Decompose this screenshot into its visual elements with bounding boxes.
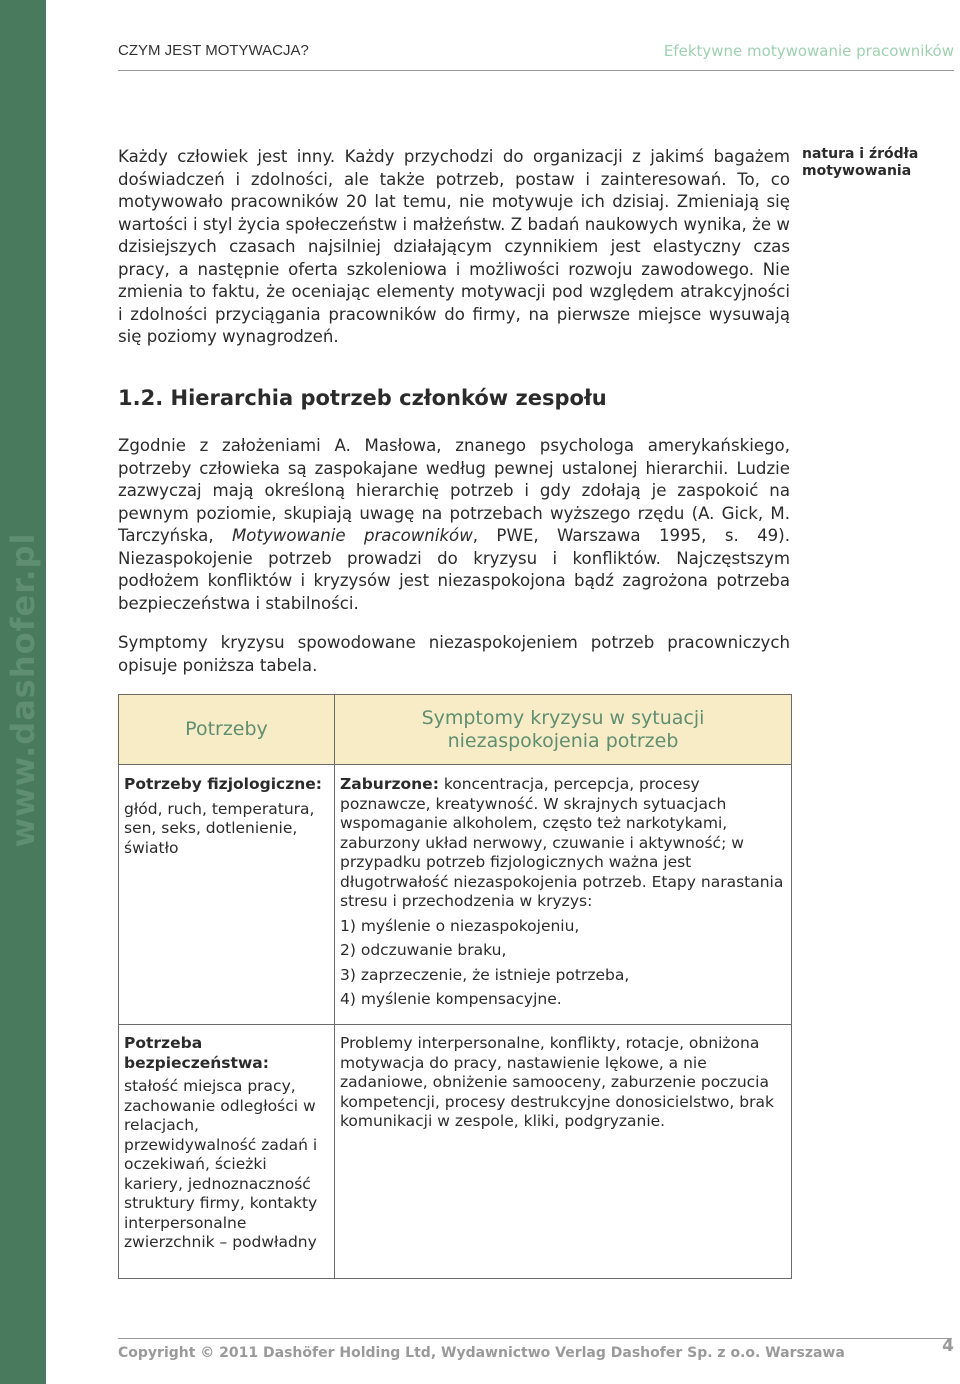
table-intro-paragraph: Symptomy kryzysu spowodowane niezaspokojeniem potrzeb pracowniczych opisuje poniższa tabela.: [118, 633, 790, 675]
list-item: 2) odczuwanie braku,: [340, 941, 507, 959]
table-header-row: [119, 695, 792, 765]
margin-note: natura i źródła motywowania: [802, 146, 919, 179]
symptoms-table: [118, 694, 792, 1279]
symptom-description: [340, 775, 786, 912]
need-cell: [119, 1014, 335, 1279]
table-row: [119, 1014, 792, 1279]
stress-stages-list: [340, 917, 786, 1010]
header-symptoms: Symptomy kryzysu w sytuacji niezaspokojenia potrzeb: [335, 695, 792, 765]
need-title: Potrzeby fizjologiczne:: [124, 775, 322, 793]
need-cell: [119, 765, 335, 1015]
need-title: Potrzeba bezpieczeństwa:: [124, 1034, 269, 1072]
table-row: [119, 765, 792, 1015]
chapter-title: CZYM JEST MOTYWACJA?: [118, 42, 309, 59]
hierarchy-paragraph: [118, 435, 790, 615]
symptom-description: Problemy interpersonalne, konflikty, rotacje, obniżona motywacja do pracy, nastawienie lękowe, a nie zadaniowe, obniżenie samooceny, zaburzenie poczucia kompetencji, procesy destrukcyjne donosicielstwo, brak komunikacji w zespole, kliki, podgryzanie.: [335, 1024, 791, 1132]
list-item: 3) zaprzeczenie, że istnieje potrzeba,: [340, 965, 630, 984]
paragraph-text-before-italic: Zgodnie z założeniami A. Masłowa, znanego psychologa amerykańskiego, potrzeby człowieka są zaspokajane według pewnej ustalonej hierarchii. Ludzie zazwyczaj mają określoną hierarchię potrzeb i gdy zdołają je zaspokoić na pewnym poziomie, skupiają uwagę na potrzebach wyższego rzędu (A. Gick, M. Tarczyńska,: [118, 436, 790, 545]
paragraph-text-after-italic: , PWE, Warszawa 1995, s. 49). Niezaspokojenie potrzeb prowadzi do kryzysu i konfliktów. Najczęstszym podłożem konfliktów i kryzysów jest niezaspokojona bądź zagrożona potrzeba bezpieczeństwa i stabilności.: [118, 526, 790, 613]
symptom-label: Zaburzone:: [340, 775, 439, 793]
left-sidebar-band: [0, 0, 46, 1384]
book-title: Efektywne motywowanie pracowników: [663, 42, 954, 60]
symptom-cell: [335, 765, 792, 1015]
symptom-text: koncentracja, percepcja, procesy poznawcze, kreatywność. W skrajnych sytuacjach wspomaganie alkoholem, często też narkotykami, zaburzony układ nerwowy, czuwanie i aktywność; w przypadku potrzeb fizjologicznych ważna jest długotrwałość niezaspokojenia potrzeb. Etapy narastania stresu i przechodzenia w kryzys:: [340, 775, 784, 910]
intro-paragraph: Każdy człowiek jest inny. Każdy przychodzi do organizacji z jakimś bagażem doświadczeń i zdolności, ale także potrzeb, postaw i zainteresowań. To, co motywowało pracowników 20 lat temu, nie motywuje ich dzisiaj. Zmieniają się wartości i styl życia społeczeństw i małżeństw. Z badań naukowych wynika, że w dzisiejszych czasach najsilniej działającym czynnikiem jest elastyczny czas pracy, a następnie oferta szkoleniowa i możliwości rozwoju zawodowego. Nie zmienia to faktu, że oceniając elementy motywacji pod względem atrakcyjności i zdolności przyciągania pracowników do firmy, na pierwsze miejsce wysuwają się poziomy wynagrodzeń.: [118, 147, 790, 346]
header-divider: [118, 70, 954, 71]
cited-book-title: Motywowanie pracowników: [231, 526, 473, 545]
need-description: głód, ruch, temperatura, sen, seks, dotlenienie, światło: [124, 799, 315, 857]
section-heading: 1.2. Hierarchia potrzeb członków zespołu: [118, 386, 607, 410]
header-needs: Potrzeby: [119, 695, 335, 765]
symptom-cell: [335, 1014, 792, 1279]
need-description: stałość miejsca pracy, zachowanie odległości w relacjach, przewidywalność zadań i oczekiwań, ścieżki kariery, jednoznaczność struktury firmy, kontakty interpersonalne zwierzchnik – podwładny: [124, 1077, 318, 1251]
list-item: 1) myślenie o niezaspokojeniu,: [340, 916, 580, 935]
sidebar-watermark: www.dashofer.pl: [4, 532, 42, 848]
footer-copyright: Copyright © 2011 Dashöfer Holding Ltd, Wydawnictwo Verlag Dashofer Sp. z o.o. Warszawa: [118, 1338, 952, 1361]
list-item: 4) myślenie kompensacyjne.: [340, 990, 562, 1008]
page-number: 4: [942, 1336, 954, 1356]
